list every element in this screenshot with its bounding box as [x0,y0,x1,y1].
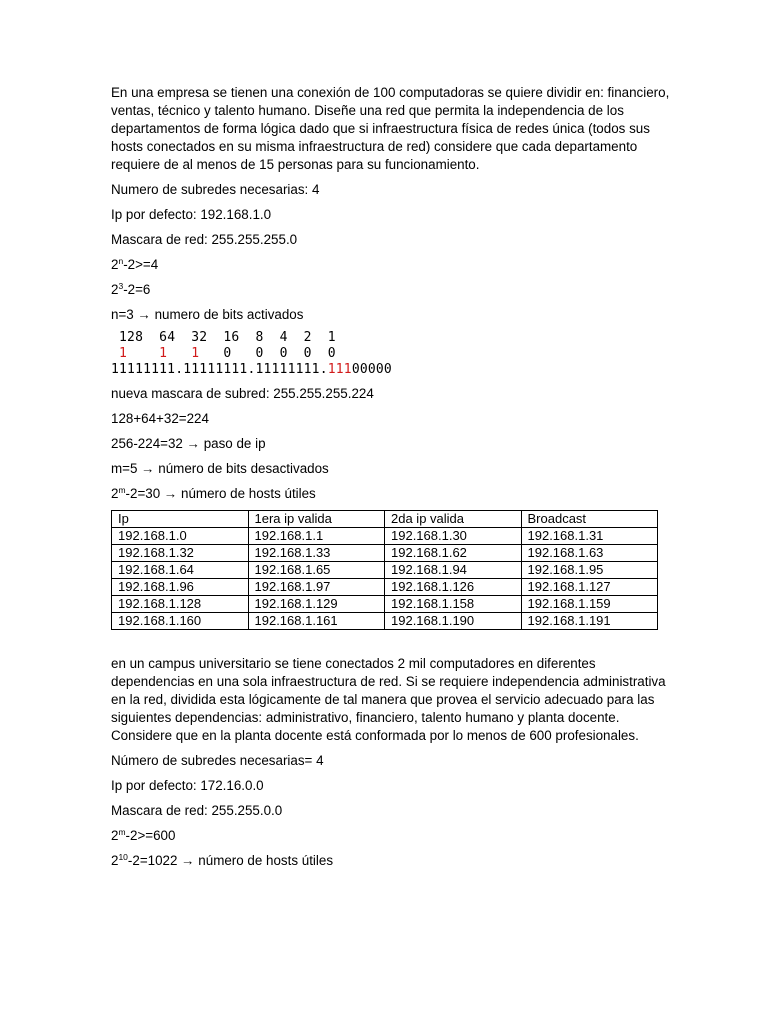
subnet-table [111,510,658,630]
table-row [112,613,658,630]
formula-2-pow-3: $2^3-2=6$ [111,281,151,297]
default-ip-2: Ip por defecto: 172.16.0.0 [111,778,264,793]
arrow-icon: → [163,486,178,501]
table-cell: 192.168.1.191 [521,613,658,630]
formula-n: $2^n-2>=4$ [111,256,159,272]
table-header-cell: Broadcast [521,511,658,528]
table-row [112,528,658,545]
formula-2-pow-10: $2^{10}-2=1022$ → número de hosts útiles [111,852,334,868]
table-cell: 192.168.1.0 [112,528,249,545]
m-bits-line: m=5 → número de bits desactivados [111,461,329,476]
bit-weights: 128 64 32 16 8 4 2 1 [119,330,336,345]
table-cell: 192.168.1.159 [521,596,658,613]
ip-step-line: 256-224=32 → paso de ip [111,436,266,451]
table-cell: 192.168.1.65 [248,562,385,579]
arrow-icon: → [141,461,155,476]
table-header-row [112,511,658,528]
table-row [112,596,658,613]
arrow-icon: → [181,853,195,868]
table-header-cell: Ip [112,511,249,528]
table-row [112,545,658,562]
bit-values: 1 1 1 0 0 0 0 0 [119,346,336,361]
sum-line: 128+64+32=224 [111,411,209,426]
table-cell: 192.168.1.33 [248,545,385,562]
binary-block [111,330,671,378]
table-cell: 192.168.1.64 [112,562,249,579]
table-cell: 192.168.1.158 [385,596,522,613]
table-cell: 192.168.1.31 [521,528,658,545]
table-cell: 192.168.1.63 [521,545,658,562]
table-cell: 192.168.1.160 [112,613,249,630]
subnets-needed-2: Número de subredes necesarias= 4 [111,753,324,768]
table-cell: 192.168.1.129 [248,596,385,613]
table-cell: 192.168.1.127 [521,579,658,596]
arrow-icon: → [186,436,200,451]
new-subnet-mask: nueva mascara de subred: 255.255.255.224 [111,386,374,401]
arrow-icon: → [137,307,151,322]
table-cell: 192.168.1.30 [385,528,522,545]
table-cell: 192.168.1.161 [248,613,385,630]
table-header-cell: 1era ip valida [248,511,385,528]
table-cell: 192.168.1.32 [112,545,249,562]
table-row [112,562,658,579]
subnets-needed-1: Numero de subredes necesarias: 4 [111,182,320,197]
n-bits-line: n=3 → numero de bits activados [111,307,304,322]
exercise2-intro: en un campus universitario se tiene conectados 2 mil computadores en diferentes dependencias en una sola infraestructura de red. Si se requiere independencia administrativa en la red, dividida esta lógicamente de tal manera que provea el servicio adecuado para las siguientes dependencias: administrativo, financiero, talento humano y planta docente. Considere que en la planta docente está conformada por lo menos de 600 profesionales. [111,656,666,743]
default-ip-1: Ip por defecto: 192.168.1.0 [111,207,272,222]
table-cell: 192.168.1.1 [248,528,385,545]
hosts-formula-line: $2^m-2=30$ → número de hosts útiles [111,485,316,501]
table-cell: 192.168.1.94 [385,562,522,579]
table-cell: 192.168.1.96 [112,579,249,596]
document-page [111,84,671,870]
formula-m: $2^m-2>=600$ [111,827,176,843]
netmask-2: Mascara de red: 255.255.0.0 [111,803,283,818]
table-cell: 192.168.1.95 [521,562,658,579]
table-row [112,579,658,596]
table-cell: 192.168.1.62 [385,545,522,562]
table-cell: 192.168.1.190 [385,613,522,630]
binary-mask: 11111111.11111111.11111111.11100000 [111,362,392,377]
netmask-1: Mascara de red: 255.255.255.0 [111,232,298,247]
table-cell: 192.168.1.126 [385,579,522,596]
table-header-cell: 2da ip valida [385,511,522,528]
table-cell: 192.168.1.97 [248,579,385,596]
table-cell: 192.168.1.128 [112,596,249,613]
exercise1-intro: En una empresa se tienen una conexión de 100 computadoras se quiere dividir en: financiero, ventas, técnico y talento humano. Diseñe una red que permita la independencia de los departamentos de forma lógica dado que si infraestructura física de redes única (todos sus hosts conectados en su misma infraestructura de red) considere que cada departamento requiere de al menos de 15 personas para su funcionamiento. [111,85,670,172]
